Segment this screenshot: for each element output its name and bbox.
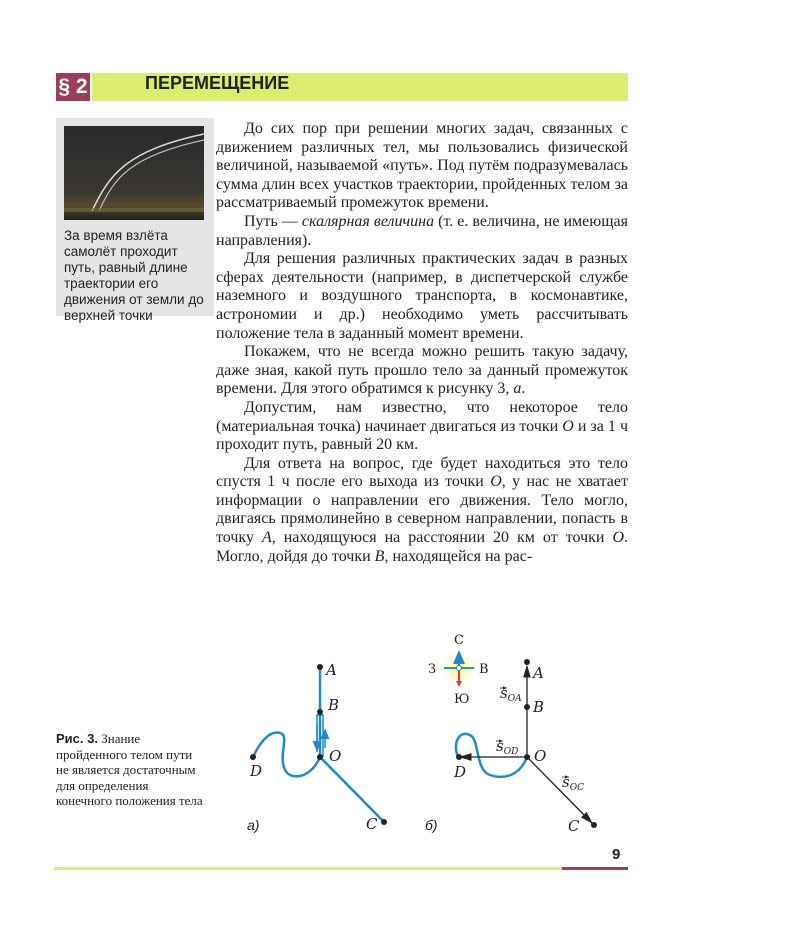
point-label-a: A xyxy=(533,664,544,682)
caption-label: Рис. 3. xyxy=(56,731,98,746)
panel-a-diagram xyxy=(247,661,387,833)
vector-label-text xyxy=(500,684,522,704)
figure-3 xyxy=(230,630,630,850)
vector-label-od xyxy=(496,737,518,757)
text: . Могло, дойдя до точки xyxy=(216,529,628,565)
point-label-b: B xyxy=(328,696,340,714)
text: B xyxy=(374,547,385,565)
vector-label-text xyxy=(496,737,518,757)
compass-south: Ю xyxy=(454,692,470,707)
paragraph xyxy=(216,399,628,455)
point-label-c: C xyxy=(366,815,378,833)
footer-rule-accent xyxy=(562,867,628,870)
vector-symbol: s xyxy=(500,684,508,702)
text: . xyxy=(521,380,526,398)
text: O xyxy=(490,473,502,491)
vector-label-oa xyxy=(500,684,522,704)
paragraph xyxy=(216,343,628,399)
term-scalar: скалярная величина xyxy=(301,212,435,230)
figure-caption xyxy=(56,731,206,809)
text: и за 1 ч проходит путь, равный 20 км. xyxy=(216,417,628,454)
text: Для ответа на вопрос, где будет находиться это тело спустя 1 ч после его выхода из точки xyxy=(216,454,628,491)
vector-symbol: s xyxy=(562,773,570,791)
vector-subscript: OD xyxy=(503,747,519,757)
caption-text: Знание пройденного телом пути не является достаточным для определения конечного положения тела xyxy=(56,731,203,809)
point-label-b: B xyxy=(533,698,545,716)
point-label-a: A xyxy=(326,661,337,679)
text: O xyxy=(562,417,574,435)
text: A xyxy=(261,529,272,547)
takeoff-trails-image xyxy=(64,126,204,220)
text: O xyxy=(612,529,625,547)
body-text xyxy=(216,120,628,620)
paragraph xyxy=(216,213,628,250)
photo-caption: За время взлёта самолёт проходит путь, равный длине траектории его движения от земли до верхней точки xyxy=(64,228,204,323)
text: Покажем, что не всегда можно решить такую задачу, даже зная, какой путь прошло тело за данный промежуток времени. Для этого обратимся к рисунку 3, xyxy=(216,343,628,398)
footer-rule xyxy=(54,867,562,870)
compass-east: В xyxy=(479,662,489,677)
page-number: 9 xyxy=(612,846,621,863)
panel-label-b: б) xyxy=(425,817,438,833)
panel-label-a: а) xyxy=(247,817,260,833)
text: , находящейся на рас- xyxy=(384,547,533,565)
paragraph xyxy=(216,455,628,567)
point-label-o: O xyxy=(534,747,547,765)
text: Допустим, нам известно, что некоторое тело (материальная точка) начинает двигаться из точки xyxy=(216,398,628,435)
compass-north: С xyxy=(454,633,464,648)
vector-label-text xyxy=(562,773,584,793)
point-label-o: O xyxy=(329,747,342,765)
panel-b-diagram xyxy=(425,633,597,835)
compass-west: З xyxy=(428,662,437,677)
section-badge: § 2 xyxy=(56,73,90,101)
text: , находящуюся на расстоянии 20 км от точки xyxy=(271,529,613,547)
text: (т. е. величина, не имеющая направления). xyxy=(216,212,628,249)
text: , у нас не хватает информации о направлении его движения. Тело могло, двигаясь прямолинейно в северном направлении, попасть в точку xyxy=(216,473,628,547)
paragraph: Для решения различных практических задач в разных сферах деятельности (например, в диспетчерской службе наземного и воздушного транспорта, в космонавтике, астрономии и др.) необходимо уметь рассчитывать положение тела в заданный момент времени. xyxy=(216,250,628,342)
paragraph: До сих пор при решении многих задач, связанных с движением различных тел, мы пользовались физической величиной, называемой «путь». Под путём подразумевалась сумма длин всех участков траектории, пройденных телом за рассматриваемый промежуток времени. xyxy=(216,120,628,212)
vector-label-oc xyxy=(562,773,584,793)
section-title: ПЕРЕМЕЩЕНИЕ xyxy=(145,73,290,93)
point-label-d: D xyxy=(250,762,263,780)
vector-subscript: OA xyxy=(507,694,522,704)
vector-subscript: OC xyxy=(569,783,584,793)
point-label-d: D xyxy=(454,763,467,781)
point-label-c: C xyxy=(568,817,580,835)
airplane-takeoff-photo xyxy=(64,126,204,220)
text: а xyxy=(513,380,522,398)
text: Путь — xyxy=(244,212,302,230)
vector-symbol: s xyxy=(496,737,504,755)
